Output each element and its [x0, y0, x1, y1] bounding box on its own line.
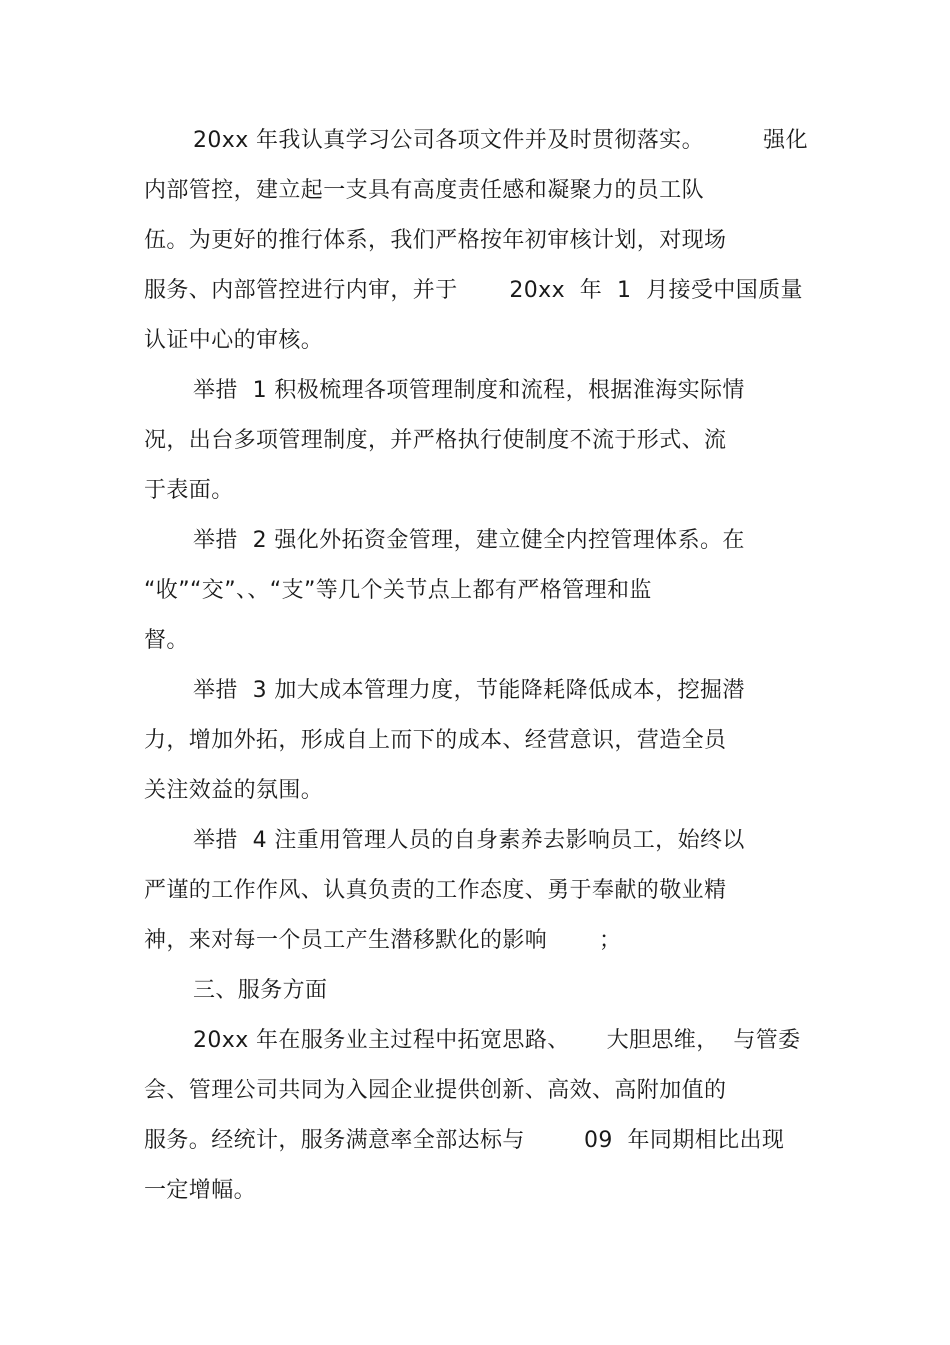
paragraph-line: 服务。经统计，服务满意率全部达标与 09 年同期相比出现: [144, 1128, 785, 1153]
paragraph-line: 20xx 年在服务业主过程中拓宽思路、 大胆思维， 与管委: [193, 1028, 801, 1053]
paragraph-line: 举措 2 强化外拓资金管理，建立健全内控管理体系。在: [193, 528, 745, 553]
paragraph-line: “收”“交”、、“支”等几个关节点上都有严格管理和监: [144, 578, 652, 603]
section-heading: 三、服务方面: [193, 978, 328, 1003]
paragraph-line: 关注效益的氛围。: [144, 778, 324, 803]
paragraph-line: 于表面。: [144, 478, 234, 503]
paragraph-line: 力，增加外拓，形成自上而下的成本、经营意识，营造全员: [144, 728, 727, 753]
paragraph-line: 举措 4 注重用管理人员的自身素养去影响员工，始终以: [193, 828, 745, 853]
paragraph-line: 神，来对每一个员工产生潜移默化的影响 ；: [144, 928, 622, 953]
paragraph-line: 认证中心的审核。: [144, 328, 324, 353]
paragraph-line: 一定增幅。: [144, 1178, 257, 1203]
paragraph-line: 20xx 年我认真学习公司各项文件并及时贯彻落实。 强化: [193, 128, 808, 153]
paragraph-line: 伍。为更好的推行体系，我们严格按年初审核计划，对现场: [144, 228, 727, 253]
paragraph-line: 严谨的工作作风、认真负责的工作态度、勇于奉献的敬业精: [144, 878, 727, 903]
paragraph-line: 举措 1 积极梳理各项管理制度和流程，根据淮海实际情: [193, 378, 745, 403]
paragraph-line: 服务、内部管控进行内审，并于 20xx 年 1 月接受中国质量: [144, 278, 803, 303]
paragraph-line: 会、管理公司共同为入园企业提供创新、高效、高附加值的: [144, 1078, 727, 1103]
paragraph-line: 举措 3 加大成本管理力度，节能降耗降低成本，挖掘潜: [193, 678, 745, 703]
paragraph-line: 况，出台多项管理制度，并严格执行使制度不流于形式、流: [144, 428, 727, 453]
paragraph-line: 内部管控，建立起一支具有高度责任感和凝聚力的员工队: [144, 178, 705, 203]
paragraph-line: 督。: [144, 628, 189, 653]
